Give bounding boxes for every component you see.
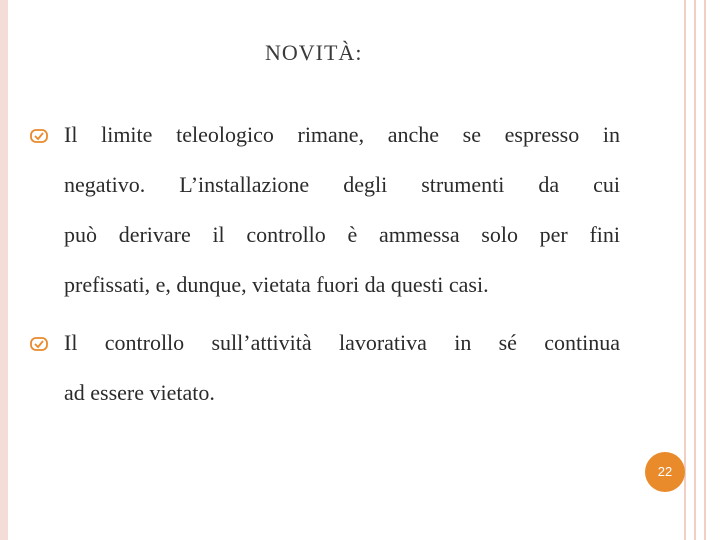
bullet-line: Il limite teleologico rimane, anche se espresso in xyxy=(64,122,620,147)
left-border xyxy=(0,0,8,540)
bullet-item xyxy=(30,110,620,310)
right-rail-line xyxy=(684,0,686,540)
bullet-line: Il controllo sull’attività lavorativa in sé continua xyxy=(64,330,620,355)
bullet-line: negativo. L’installazione degli strumenti da cui xyxy=(64,172,620,197)
bullet-item xyxy=(30,318,620,418)
slide-title: NOVITÀ: xyxy=(265,40,363,65)
checkbox-icon xyxy=(30,337,48,351)
right-rail-line xyxy=(704,0,706,540)
bullet-line: ad essere vietato. xyxy=(64,380,215,405)
checkbox-icon xyxy=(30,129,48,143)
bullet-line: prefissati, e, dunque, vietata fuori da questi casi. xyxy=(64,272,489,297)
right-rail-line xyxy=(694,0,696,540)
bullet-line: può derivare il controllo è ammessa solo per fini xyxy=(64,222,620,247)
page-number-badge: 22 xyxy=(645,452,685,492)
